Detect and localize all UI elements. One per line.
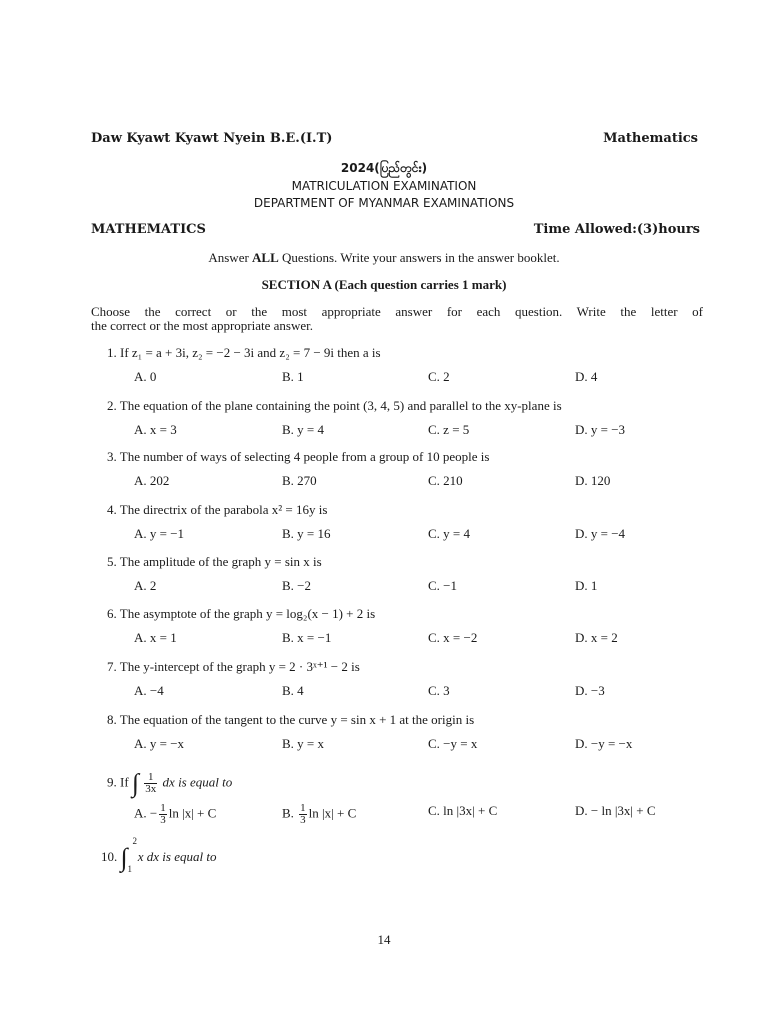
question-7 xyxy=(107,659,360,675)
q9-option-a: A. − $\frac{1}{3}$ ln |x| + C xyxy=(134,802,217,826)
q9-option-d: D. − ln |3x| + C xyxy=(575,803,656,818)
question-text: The directrix of the parabola x² = 16y is xyxy=(119,502,328,517)
time-allowed: Time Allowed:(3)hours xyxy=(533,222,700,237)
question-text: The asymptote of the graph y = log₂(x − 1) + 2 is xyxy=(119,606,376,621)
exam-department: DEPARTMENT OF MYANMAR EXAMINATIONS xyxy=(253,196,515,210)
question-5 xyxy=(107,554,322,570)
paper-name: MATHEMATICS xyxy=(91,222,206,237)
question-text: The equation of the tangent to the curve y = sin x + 1 at the origin is xyxy=(119,712,475,727)
question-number: 2. xyxy=(107,398,117,413)
question-text: The equation of the plane containing the point (3, 4, 5) and parallel to the xy-plane is xyxy=(119,398,562,413)
integral-sign: ∫ xyxy=(131,768,140,798)
q2-option-c: C. z = 5 xyxy=(428,422,470,437)
section-title: SECTION A (Each question carries 1 mark) xyxy=(261,277,507,292)
q1-option-d: D. 4 xyxy=(575,369,598,384)
question-number: 4. xyxy=(107,502,117,517)
question-number: 1. xyxy=(107,345,117,360)
q1-option-c: C. 2 xyxy=(428,369,450,384)
q6-option-d: D. x = 2 xyxy=(575,630,618,645)
q6-option-a: A. x = 1 xyxy=(134,630,177,645)
q5-option-c: C. −1 xyxy=(428,578,458,593)
question-3 xyxy=(107,449,489,465)
author-name: Daw Kyawt Kyawt Nyein B.E.(I.T) xyxy=(91,131,333,146)
q9-option-b: B. $\frac{1}{3}$ ln |x| + C xyxy=(282,802,357,826)
q3-option-b: B. 270 xyxy=(282,473,317,488)
q4-option-d: D. y = −4 xyxy=(575,526,626,541)
q4-option-a: A. y = −1 xyxy=(134,526,185,541)
question-number: 5. xyxy=(107,554,117,569)
q3-option-a: A. 202 xyxy=(134,473,170,488)
q7-option-b: B. 4 xyxy=(282,683,304,698)
q8-option-d: D. −y = −x xyxy=(575,736,633,751)
subject-name: Mathematics xyxy=(603,131,698,146)
q7-option-d: D. −3 xyxy=(575,683,605,698)
q8-option-a: A. y = −x xyxy=(134,736,185,751)
question-number: 8. xyxy=(107,712,117,727)
question-number: 3. xyxy=(107,449,117,464)
q7-option-a: A. −4 xyxy=(134,683,164,698)
q6-option-c: C. x = −2 xyxy=(428,630,478,645)
instruction: Answer ALL Questions. Write your answers in the answer booklet. xyxy=(208,250,560,265)
q2-option-b: B. y = 4 xyxy=(282,422,325,437)
question-10: 10. ∫ 2 1 x dx is equal to xyxy=(101,836,217,874)
q5-option-a: A. 2 xyxy=(134,578,157,593)
page-number: 14 xyxy=(377,932,391,947)
q7-option-c: C. 3 xyxy=(428,683,450,698)
q4-option-b: B. y = 16 xyxy=(282,526,331,541)
question-4 xyxy=(107,502,327,518)
q1-option-b: B. 1 xyxy=(282,369,304,384)
question-text: If z₁ = a + 3i, z₂ = −2 − 3i and z₂ = 7 − 9i then a is xyxy=(120,345,381,360)
question-2 xyxy=(107,398,562,414)
question-number: 6. xyxy=(107,606,117,621)
question-number: 7. xyxy=(107,659,117,674)
question-text: The number of ways of selecting 4 people from a group of 10 people is xyxy=(119,449,490,464)
exam-year: 2024(ပြည်တွင်း) xyxy=(340,161,428,175)
q5-option-d: D. 1 xyxy=(575,578,598,593)
question-9: 9. If ∫ $\frac{1}{3x}$ dx is equal to xyxy=(107,768,233,798)
q1-option-a: A. 0 xyxy=(134,369,157,384)
q8-option-b: B. y = x xyxy=(282,736,325,751)
question-8 xyxy=(107,712,474,728)
q9-fraction: $\frac{1}{3x}$ xyxy=(145,771,157,795)
question-6 xyxy=(107,606,375,622)
integral-sign: ∫ xyxy=(120,843,128,872)
q5-option-b: B. −2 xyxy=(282,578,312,593)
q4-option-c: C. y = 4 xyxy=(428,526,471,541)
lower-limit: 1 xyxy=(127,864,132,874)
q8-option-c: C. −y = x xyxy=(428,736,478,751)
question-1 xyxy=(107,345,381,361)
upper-limit: 2 xyxy=(132,836,137,846)
q9-option-c: C. ln |3x| + C xyxy=(428,803,498,818)
q3-option-c: C. 210 xyxy=(428,473,463,488)
q3-option-d: D. 120 xyxy=(575,473,611,488)
q6-option-b: B. x = −1 xyxy=(282,630,332,645)
question-text: The amplitude of the graph y = sin x is xyxy=(119,554,322,569)
q2-option-a: A. x = 3 xyxy=(134,422,177,437)
intro-line-2: the correct or the most appropriate answer. xyxy=(91,318,313,333)
intro-line-1: Choose the correct or the most appropriate answer for each question. Write the letter of xyxy=(91,304,703,319)
question-text: The y-intercept of the graph y = 2 · 3ˣ⁺¹ − 2 is xyxy=(119,659,360,674)
exam-title: MATRICULATION EXAMINATION xyxy=(291,179,477,193)
q2-option-d: D. y = −3 xyxy=(575,422,626,437)
